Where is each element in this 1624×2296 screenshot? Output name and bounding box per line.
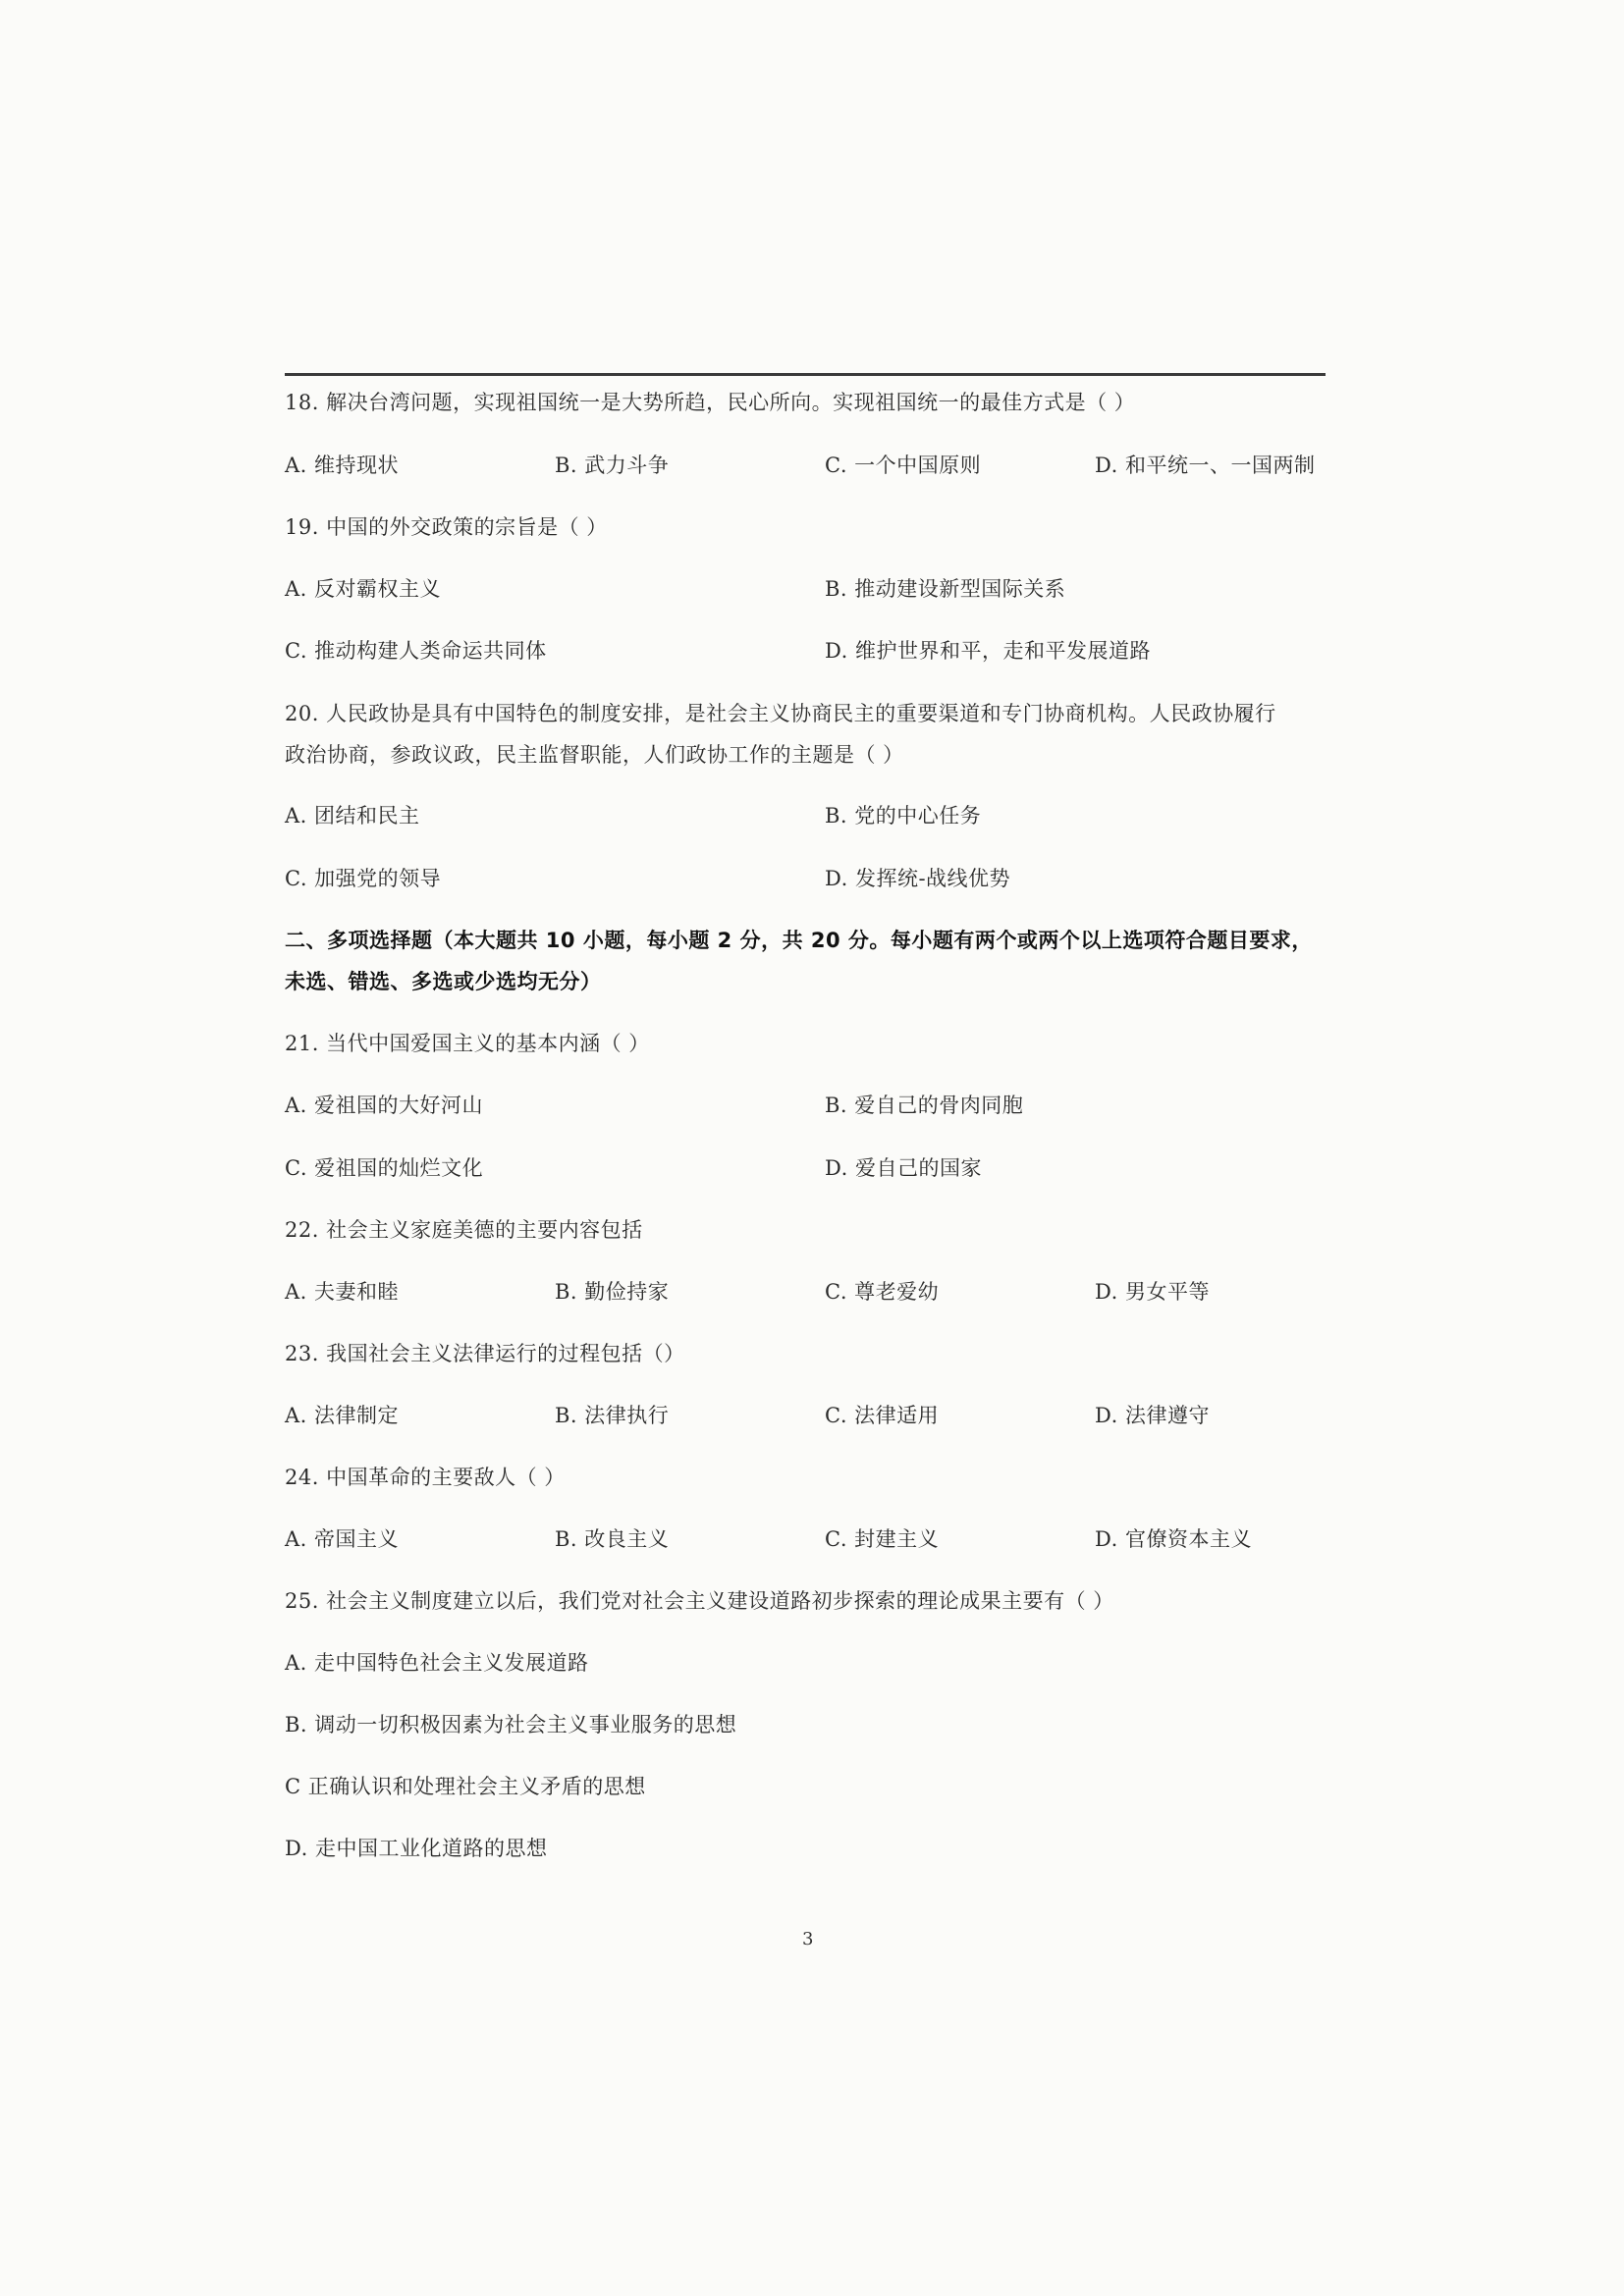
q21-option-b: B. 爱自己的骨肉同胞 [825,1094,1024,1117]
q21-option-d: D. 爱自己的国家 [825,1156,982,1180]
page-number: 3 [802,1929,814,1949]
question-21-stem: 21. 当代中国爱国主义的基本内涵（ ） [285,1032,650,1055]
header-rule [285,373,1326,376]
q25-option-b: B. 调动一切积极因素为社会主义事业服务的思想 [285,1713,737,1736]
q23-option-a: A. 法律制定 [285,1404,400,1427]
question-19-stem: 19. 中国的外交政策的宗旨是（ ） [285,515,608,539]
question-22-stem: 22. 社会主义家庭美德的主要内容包括 [285,1218,643,1242]
question-24-stem: 24. 中国革命的主要敌人（ ） [285,1466,566,1489]
q18-option-c: C. 一个中国原则 [825,454,982,477]
section-2-heading-line2: 未选、错选、多选或少选均无分） [285,970,602,993]
q24-option-a: A. 帝国主义 [285,1527,400,1551]
q18-option-a: A. 维持现状 [285,454,400,477]
q19-option-d: D. 维护世界和平，走和平发展道路 [825,639,1151,663]
question-20-stem-line1: 20. 人民政协是具有中国特色的制度安排，是社会主义协商民主的重要渠道和专门协商机构。人民政协履行 [285,702,1276,725]
q24-option-b: B. 改良主义 [555,1527,670,1551]
q23-option-c: C. 法律适用 [825,1404,940,1427]
q22-option-d: D. 男女平等 [1095,1280,1210,1304]
q22-option-c: C. 尊老爱幼 [825,1280,940,1304]
q22-option-a: A. 夫妻和睦 [285,1280,400,1304]
q19-option-b: B. 推动建设新型国际关系 [825,577,1066,601]
q19-option-c: C. 推动构建人类命运共同体 [285,639,547,663]
q21-option-a: A. 爱祖国的大好河山 [285,1094,484,1117]
q21-option-c: C. 爱祖国的灿烂文化 [285,1156,484,1180]
q23-option-b: B. 法律执行 [555,1404,670,1427]
q18-option-d: D. 和平统一、一国两制 [1095,454,1316,477]
q24-option-c: C. 封建主义 [825,1527,940,1551]
q20-option-c: C. 加强党的领导 [285,867,442,890]
q25-option-a: A. 走中国特色社会主义发展道路 [285,1651,589,1675]
question-20-stem-line2: 政治协商，参政议政，民主监督职能，人们政协工作的主题是（ ） [285,743,904,767]
question-23-stem: 23. 我国社会主义法律运行的过程包括（） [285,1342,685,1365]
question-18-stem: 18. 解决台湾问题，实现祖国统一是大势所趋，民心所向。实现祖国统一的最佳方式是（ ） [285,391,1136,414]
q22-option-b: B. 勤俭持家 [555,1280,670,1304]
q19-option-a: A. 反对霸权主义 [285,577,442,601]
q24-option-d: D. 官僚资本主义 [1095,1527,1252,1551]
q23-option-d: D. 法律遵守 [1095,1404,1210,1427]
q18-option-b: B. 武力斗争 [555,454,670,477]
q20-option-b: B. 党的中心任务 [825,804,982,828]
q20-option-a: A. 团结和民主 [285,804,420,828]
section-2-heading-line1: 二、多项选择题（本大题共 10 小题，每小题 2 分，共 20 分。每小题有两个或两个以上选项符合题目要求， [285,929,1313,952]
q25-option-d: D. 走中国工业化道路的思想 [285,1837,548,1860]
q20-option-d: D. 发挥统-战线优势 [825,867,1011,890]
q25-option-c: C 正确认识和处理社会主义矛盾的思想 [285,1775,646,1798]
question-25-stem: 25. 社会主义制度建立以后，我们党对社会主义建设道路初步探索的理论成果主要有（ ） [285,1589,1114,1613]
